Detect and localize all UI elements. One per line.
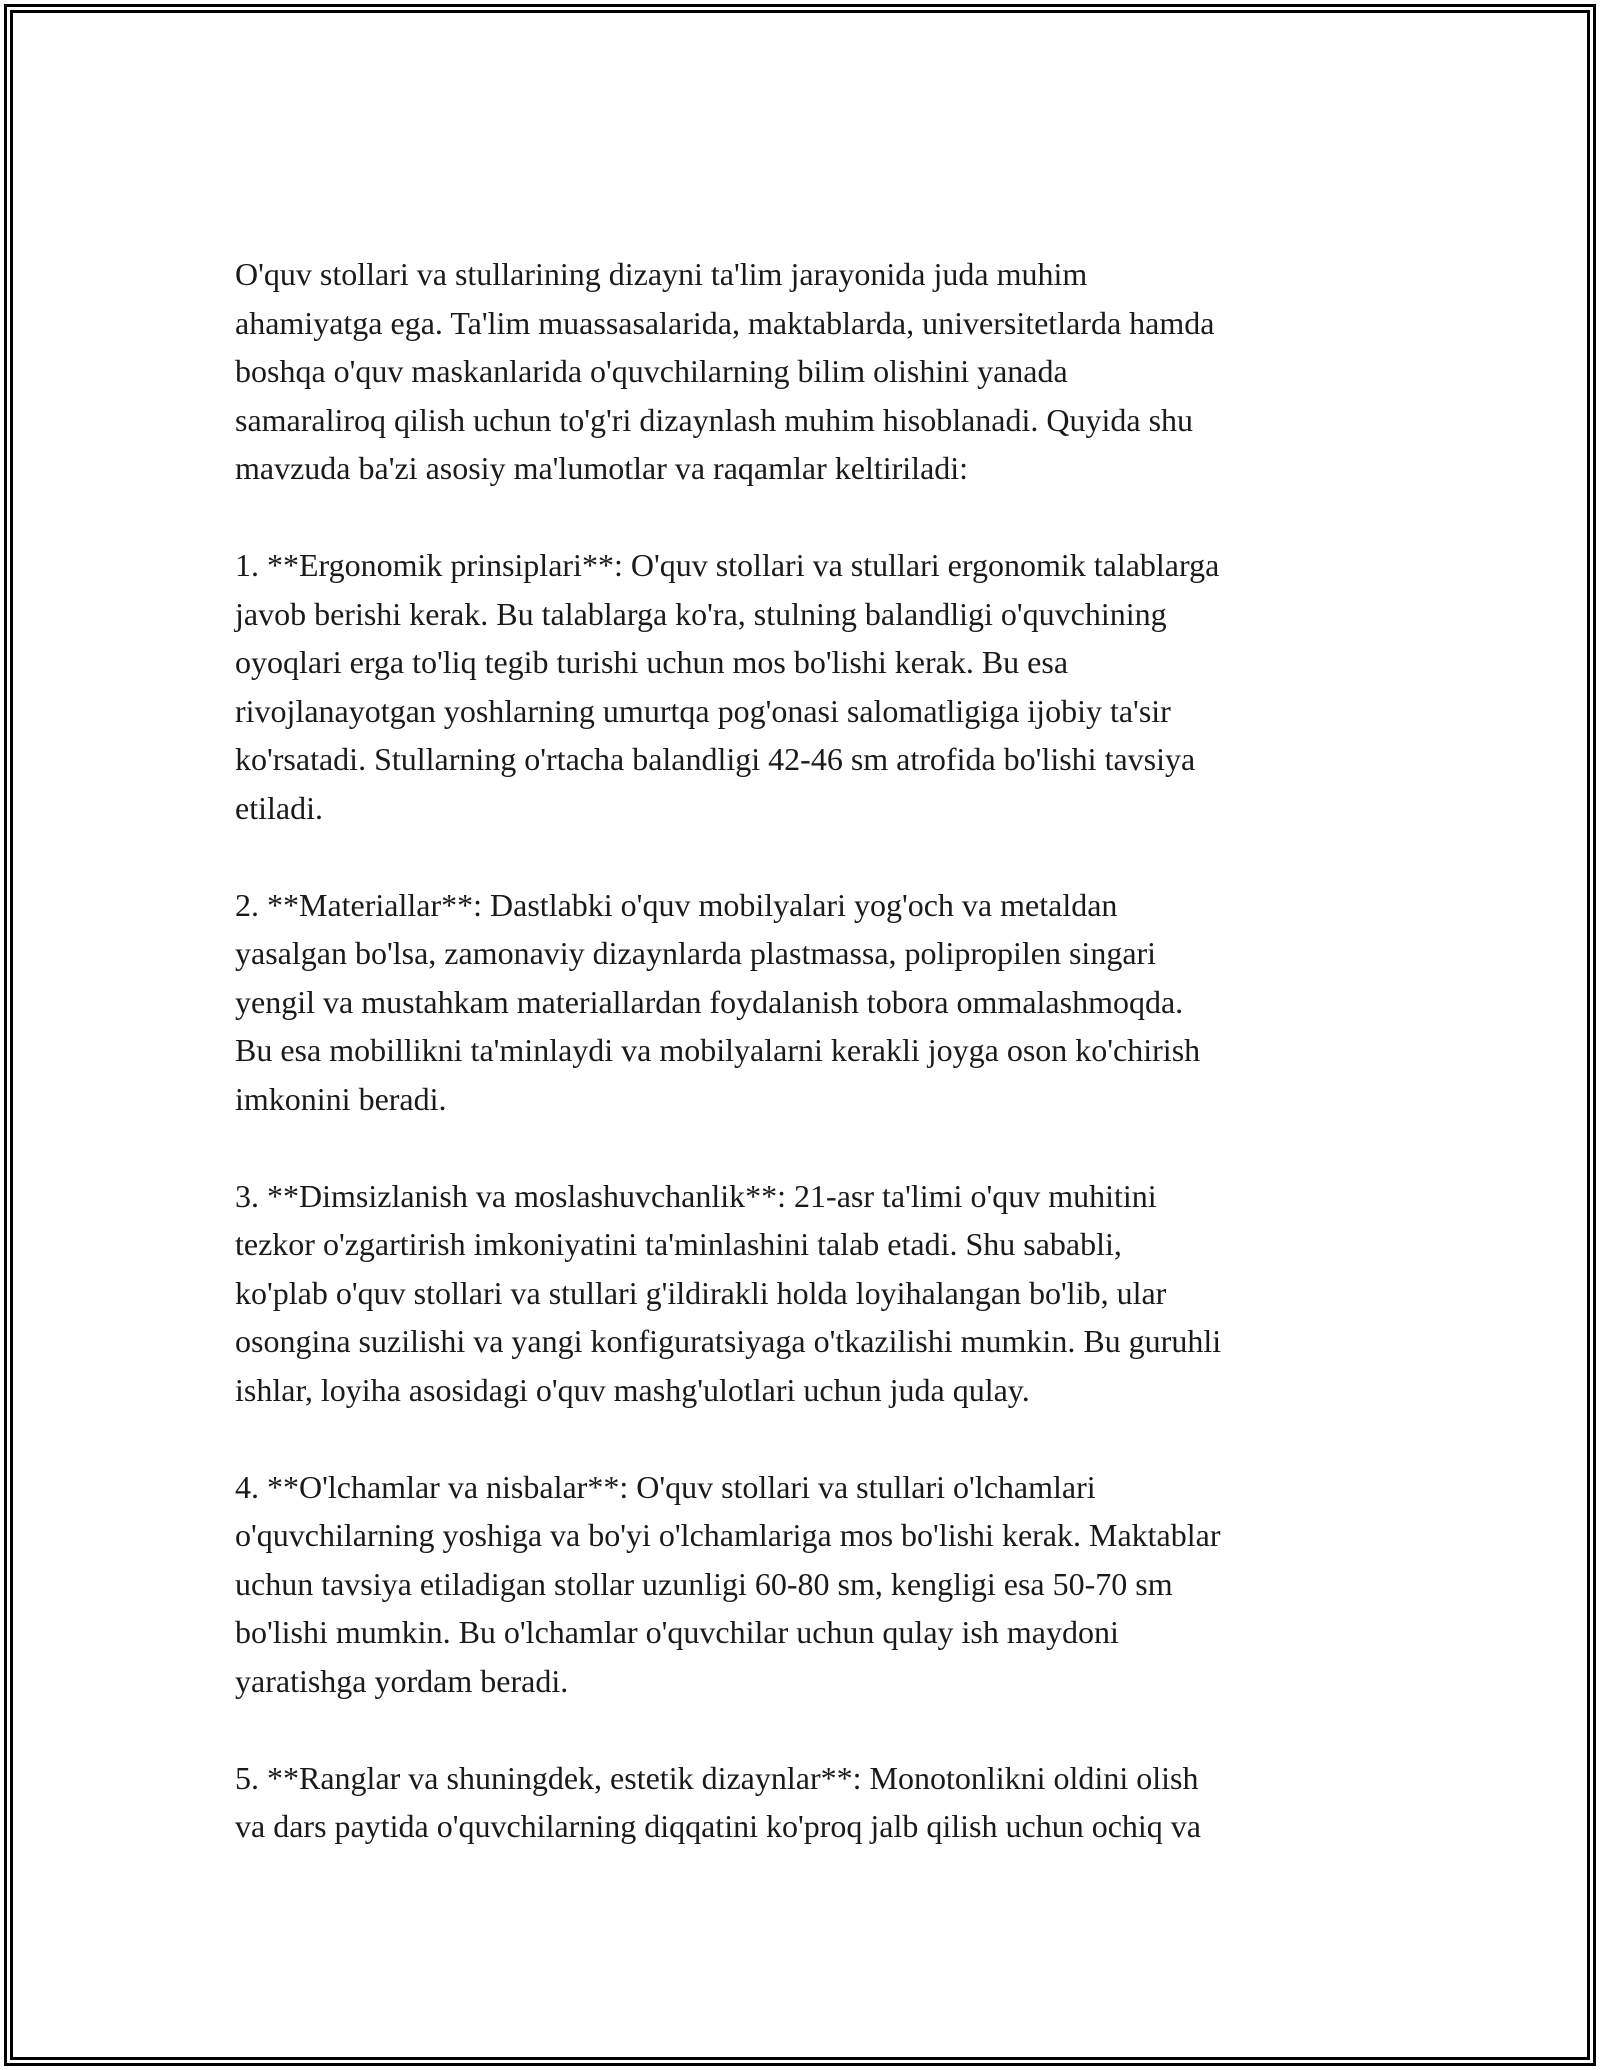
text-line: o'quvchilarning yoshiga va bo'yi o'lchamlariga mos bo'lishi kerak. Maktablar [235, 1517, 1221, 1553]
paragraph-item-4 [235, 1463, 1375, 1706]
text-line: ishlar, loyiha asosidagi o'quv mashg'ulotlari uchun juda qulay. [235, 1371, 1030, 1408]
text-line: yengil va mustahkam materiallardan foydalanish tobora ommalashmoqda. [235, 983, 1184, 1020]
text-line: ko'rsatadi. Stullarning o'rtacha balandligi 42-46 sm atrofida bo'lishi tavsiya [235, 741, 1196, 777]
paragraph-item-2 [235, 881, 1375, 1124]
text-line: 3. **Dimsizlanish va moslashuvchanlik**: 21-asr ta'limi o'quv muhitini [235, 1177, 1157, 1214]
text-line: samaraliroq qilish uchun to'g'ri dizaynlash muhim hisoblanadi. Quyida shu [235, 401, 1194, 438]
text-line: tezkor o'zgartirish imkoniyatini ta'minlashini talab etadi. Shu sababli, [235, 1226, 1122, 1262]
text-line: yaratishga yordam beradi. [235, 1662, 569, 1699]
paragraph-item-5 [235, 1754, 1375, 1851]
paragraph-intro [235, 250, 1375, 493]
text-line: O'quv stollari va stullarining dizayni ta'lim jarayonida juda muhim [235, 256, 1088, 292]
paragraph-item-3 [235, 1172, 1375, 1415]
document-body [235, 250, 1375, 1899]
text-line: javob berishi kerak. Bu talablarga ko'ra, stulning balandligi o'quvchining [235, 595, 1167, 632]
text-line: osongina suzilishi va yangi konfiguratsiyaga o'tkazilishi mumkin. Bu guruhli [235, 1323, 1222, 1359]
text-line: boshqa o'quv maskanlarida o'quvchilarning bilim olishini yanada [235, 353, 1068, 389]
text-line: mavzuda ba'zi asosiy ma'lumotlar va raqamlar keltiriladi: [235, 450, 969, 486]
text-line: bo'lishi mumkin. Bu o'lchamlar o'quvchilar uchun qulay ish maydoni [235, 1614, 1119, 1650]
text-line: 1. **Ergonomik prinsiplari**: O'quv stollari va stullari ergonomik talablarga [235, 547, 1220, 583]
text-line: ahamiyatga ega. Ta'lim muassasalarida, maktablarda, universitetlarda hamda [235, 304, 1215, 341]
text-line: 4. **O'lchamlar va nisbalar**: O'quv stollari va stullari o'lchamlari [235, 1468, 1096, 1505]
text-line: etiladi. [235, 789, 323, 826]
text-line: va dars paytida o'quvchilarning diqqatini ko'proq jalb qilish uchun ochiq va [235, 1808, 1201, 1844]
text-line: 2. **Materiallar**: Dastlabki o'quv mobilyalari yog'och va metaldan [235, 886, 1118, 923]
text-line: yasalgan bo'lsa, zamonaviy dizaynlarda plastmassa, polipropilen singari [235, 935, 1157, 971]
text-line: ko'plab o'quv stollari va stullari g'ildirakli holda loyihalangan bo'lib, ular [235, 1274, 1167, 1311]
paragraph-item-1 [235, 541, 1375, 832]
text-line: Bu esa mobillikni ta'minlaydi va mobilyalarni kerakli joyga oson ko'chirish [235, 1032, 1201, 1068]
text-line: imkonini beradi. [235, 1080, 447, 1117]
text-line: 5. **Ranglar va shuningdek, estetik dizaynlar**: Monotonlikni oldini olish [235, 1759, 1199, 1796]
text-line: oyoqlari erga to'liq tegib turishi uchun mos bo'lishi kerak. Bu esa [235, 644, 1069, 680]
text-line: uchun tavsiya etiladigan stollar uzunligi 60-80 sm, kengligi esa 50-70 sm [235, 1565, 1173, 1602]
text-line: rivojlanayotgan yoshlarning umurtqa pog'onasi salomatligiga ijobiy ta'sir [235, 692, 1171, 729]
